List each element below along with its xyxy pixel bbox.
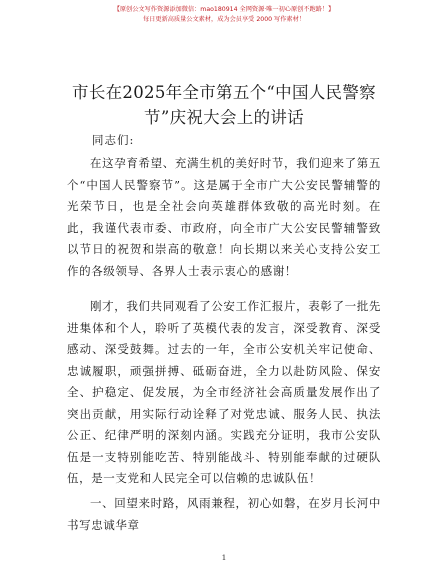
header-banner-line-2: 每日更新高质量公文素材，成为会员享受 2000 写作素材！ (143, 16, 305, 23)
page-number: 1 (221, 553, 227, 562)
document-title: 市长在2025年全市第五个“中国人民警察节”庆祝大会上的讲话 (72, 83, 376, 127)
section-heading-1: 一、回望来时路，风雨兼程，初心如磐，在岁月长河中书写忠诚华章 (67, 496, 381, 532)
paragraph-1: 在这孕育希望、充满生机的美好时节，我们迎来了第五个“中国人民警察节”。这是属于全市广大公安民警辅警的光荣节日，也是全社会向英雄群体致敬的高光时刻。在此，我谨代表市委、市政府，向全市广大公安民警辅警致以节日的祝贺和崇高的敬意！向长期以来关心支持公安工作的各级领导、各界人士表示衷心的感谢！ (67, 156, 381, 278)
salutation: 同志们: (92, 133, 135, 147)
header-banner-line-1: 【原创公文写作资源添加微信：mao180914 全网资源·唯一初心原创不跑路！】 (113, 6, 335, 13)
paragraph-2: 刚才，我们共同观看了公安工作汇报片，表彰了一批先进集体和个人，聆听了英模代表的发言，深受教育、深受感动、深受鼓舞。过去的一年，全市公安机关牢记使命、忠诚履职，顽强拼搏、砥砺奋进，全力以赴防风险、保安全、护稳定、促发展，为全市经济社会高质量发展作出了突出贡献，用实际行动诠释了对党忠诚、服务人民、执法公正、纪律严明的深刻内涵。实践充分证明，我市公安队伍是一支特别能吃苦、特别能战斗、特别能奉献的过硬队伍，是一支党和人民完全可以信赖的忠诚队伍！ (67, 299, 381, 485)
